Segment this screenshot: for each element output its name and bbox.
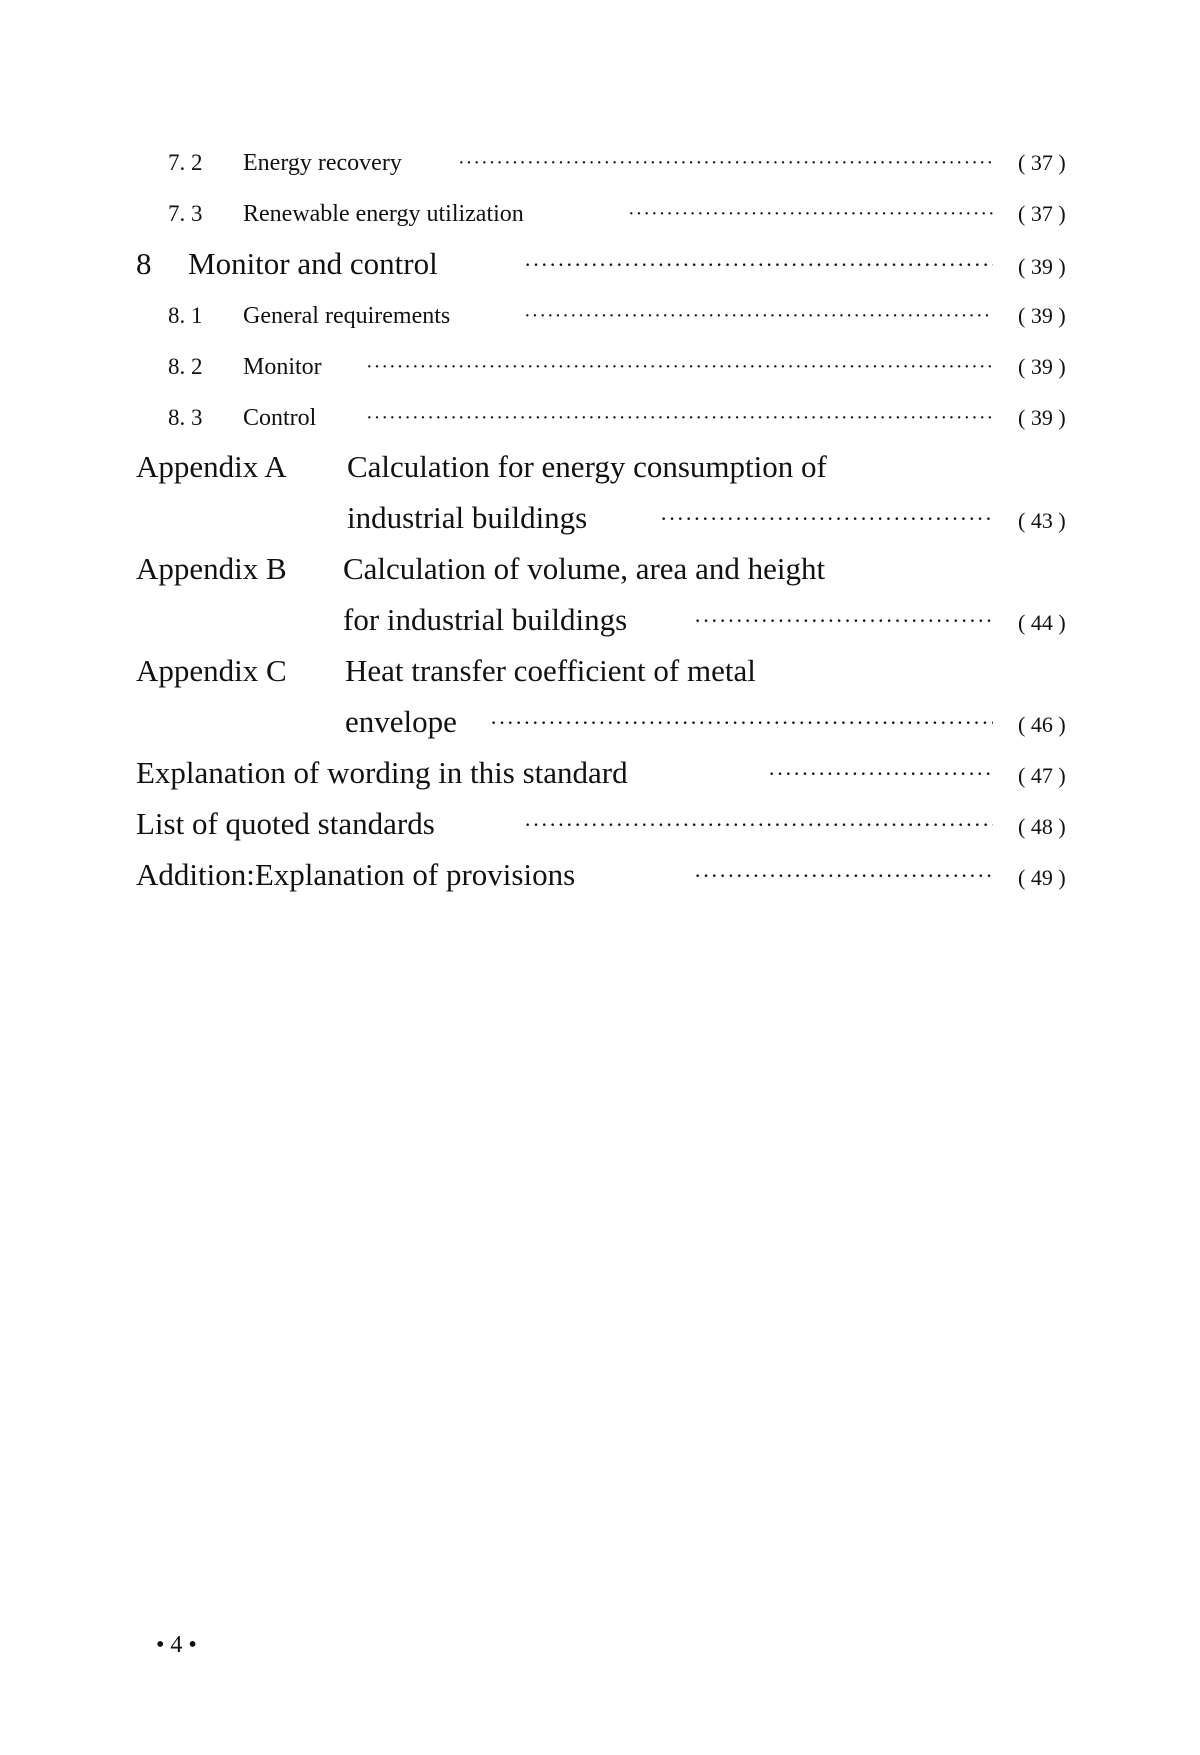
toc-entry-page: ( 44 ): [1018, 610, 1066, 635]
dot-leader: [524, 305, 993, 328]
toc-entry-page: ( 39 ): [1018, 254, 1066, 279]
toc-entry-appendix-b-cont[interactable]: [0, 602, 1200, 652]
dot-leader: [458, 152, 993, 175]
toc-entry-title-line1: Heat transfer coefficient of metal: [345, 653, 756, 688]
toc-entry-8-3[interactable]: [0, 405, 1200, 455]
toc-entry-number: Appendix C: [136, 653, 287, 688]
toc-entry-appendix-c[interactable]: [0, 653, 1200, 703]
page-number: • 4 •: [156, 1632, 197, 1658]
toc-entry-page: ( 49 ): [1018, 865, 1066, 890]
dot-leader: [694, 608, 993, 634]
toc-entry-page: ( 37 ): [1018, 201, 1066, 226]
toc-entry-page: ( 43 ): [1018, 508, 1066, 533]
dot-leader: [628, 203, 993, 226]
toc-entry-title: Monitor and control: [188, 246, 438, 281]
toc-entry-8-2[interactable]: [0, 354, 1200, 404]
toc-entry-8-1[interactable]: [0, 303, 1200, 353]
dot-leader: [524, 812, 993, 838]
toc-entry-7-2[interactable]: [0, 150, 1200, 200]
dot-leader: [524, 252, 993, 278]
toc-entry-title: Control: [243, 405, 317, 431]
toc-entry-title: Renewable energy utilization: [243, 201, 524, 227]
toc-entry-page: ( 37 ): [1018, 150, 1066, 175]
toc-entry-number: Appendix A: [136, 449, 287, 484]
toc-entry-title: General requirements: [243, 303, 451, 329]
toc-entry-title-line2: for industrial buildings: [343, 602, 628, 637]
toc-entry-page: ( 46 ): [1018, 712, 1066, 737]
toc-entry-title: List of quoted standards: [136, 806, 435, 841]
toc-entry-title-line2: envelope: [345, 704, 457, 739]
toc-entry-appendix-a[interactable]: [0, 449, 1200, 499]
toc-entry-number: Appendix B: [136, 551, 287, 586]
toc-entry-page: ( 47 ): [1018, 763, 1066, 788]
toc-entry-number: 8. 2: [168, 354, 203, 379]
toc-entry-page: ( 39 ): [1018, 405, 1066, 430]
dot-leader: [660, 506, 993, 532]
toc-entry-list-of-quoted-standards[interactable]: [0, 806, 1200, 856]
toc-entry-title: Explanation of wording in this standard: [136, 755, 628, 790]
toc-entry-title-line1: Calculation for energy consumption of: [347, 449, 827, 484]
toc-entry-title: Addition:Explanation of provisions: [136, 857, 576, 892]
dot-leader: [366, 407, 993, 430]
toc-entry-title-line2: industrial buildings: [347, 500, 588, 535]
toc-entry-number: 7. 2: [168, 150, 203, 175]
toc-entry-page: ( 39 ): [1018, 354, 1066, 379]
toc-entry-8[interactable]: [0, 246, 1200, 296]
toc-entry-page: ( 39 ): [1018, 303, 1066, 328]
toc-entry-number: 8. 3: [168, 405, 203, 430]
toc-entry-appendix-a-cont[interactable]: [0, 500, 1200, 550]
dot-leader: [768, 761, 993, 787]
dot-leader: [490, 710, 993, 736]
toc-entry-number: 8. 1: [168, 303, 203, 328]
toc-entry-title: Monitor: [243, 354, 322, 380]
toc-entry-addition[interactable]: [0, 857, 1200, 907]
toc-entry-title-line1: Calculation of volume, area and height: [343, 551, 826, 586]
toc-entry-number: 7. 3: [168, 201, 203, 226]
toc-entry-7-3[interactable]: [0, 201, 1200, 251]
toc-entry-page: ( 48 ): [1018, 814, 1066, 839]
dot-leader: [366, 356, 993, 379]
toc-entry-explanation-of-wording[interactable]: [0, 755, 1200, 805]
toc-entry-appendix-b[interactable]: [0, 551, 1200, 601]
toc-entry-title: Energy recovery: [243, 150, 402, 176]
toc-entry-number: 8: [136, 246, 152, 281]
dot-leader: [694, 863, 993, 889]
toc-entry-appendix-c-cont[interactable]: [0, 704, 1200, 754]
